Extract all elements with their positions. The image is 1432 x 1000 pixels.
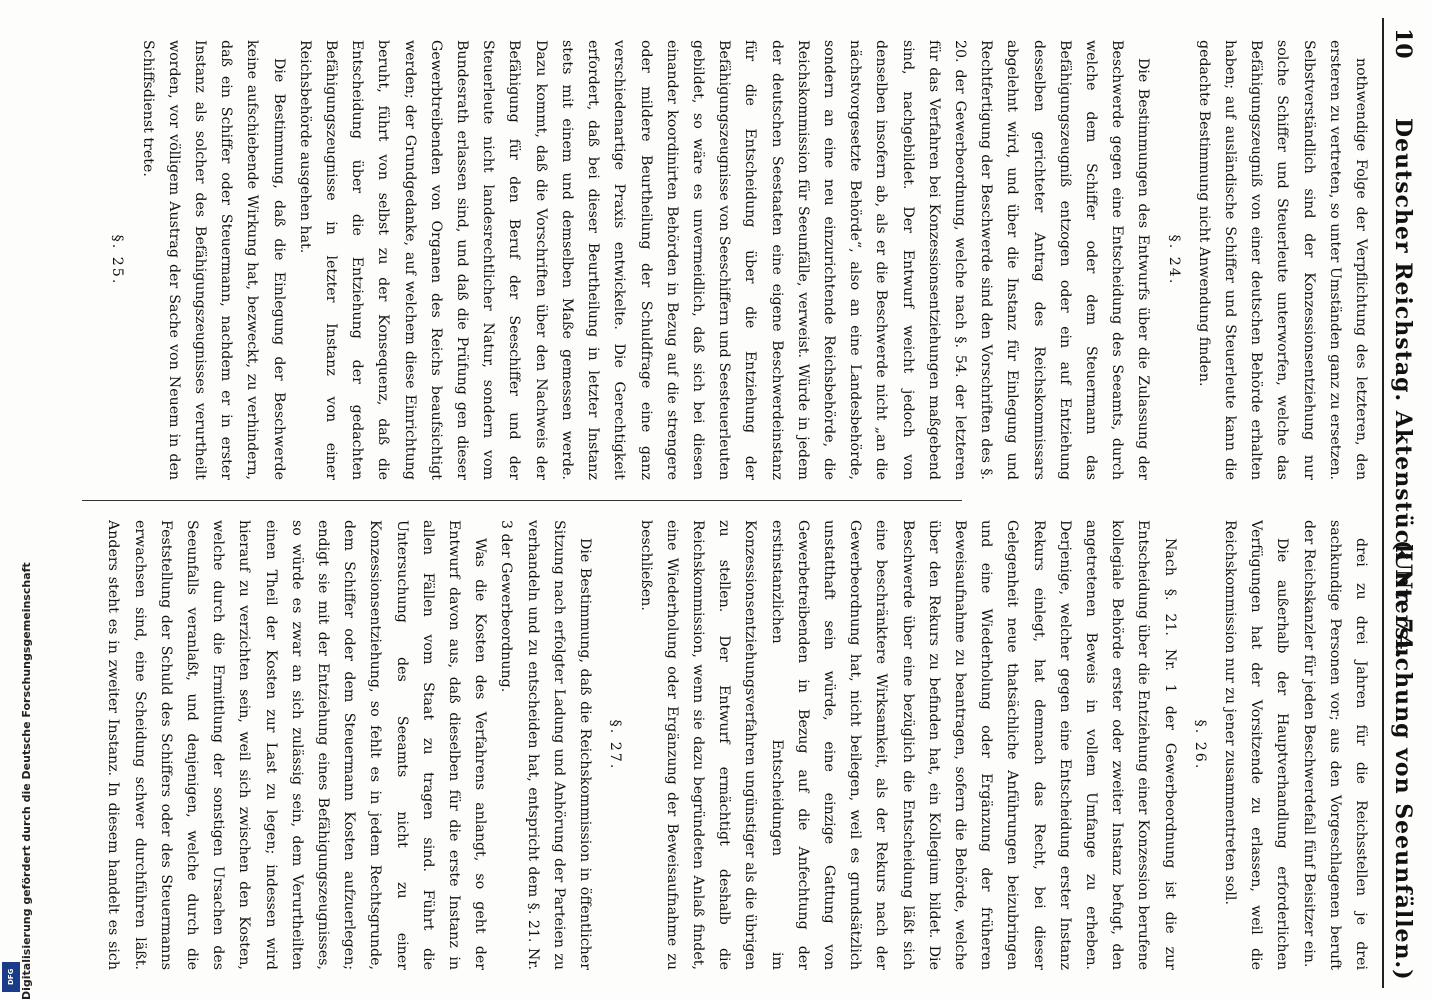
running-title: Deutscher Reichstag. Aktenstück Nr. 74.: [1390, 118, 1416, 660]
paragraph: Was die Kosten des Verfahrens anlangt, so geht der Entwurf davon aus, daß dieselben für die erste Instanz in allen Fällen vom Staat zu tragen sind. Führt die Untersuchung des Seeamts nicht zu einer Konzessionsentziehung, so fehlt es in jedem Rechtsgrunde, dem Schiffer oder dem Steuermann Kosten aufzuerlegen; endigt sie mit der Entziehung eines Befähigungszeugnisses, so würde es zwar an sich zulässig sein, dem Verurtheilten einen Theil der Kosten zur Last zu legen; indessen wird hierauf zu verzichten sein, weil sich zwischen den Kosten, welche durch die Ermittlung der sonstigen Ursachen des Seeunfalls veranlaßt, und denjenigen, welche durch die Feststellung der Schuld des Schiffers oder des Steuermanns erwachsen sind, eine Scheidung schwer durchführen läßt. Anders steht es in zweiter Instanz. In diesem handelt es sich: [105, 520, 489, 970]
paragraph: nothwendige Folge der Verpflichtung des letzteren, den ersteren zu vertreten, so unter Umständen ganz zu ersetzen. Selbstverständlich sind der Konzessionsentziehung nur solche Schiffer und Steuerleute unterworfen, welche das Befähigungszeugniß von einer deutschen Behörde erhalten haben; auf ausländische Schiffer und Steuerleute kann die gedachte Bestimmung nicht Anwendung finden.: [1195, 40, 1369, 480]
paragraph: Die Bestimmung, daß die Einlegung der Beschwerde keine aufschiebende Wirkung hat, bezweckt, zu verhindern, daß ein Schiffer oder Steuermann, nachdem er in erster Instanz als solcher des Befähigungszeugnisses verurtheilt worden, vor völligem Austrag der Sache von Neuem in den Schiffsdienst trete.: [139, 40, 287, 480]
paragraph: drei zu drei Jahren für die Reichsstellen je drei sachkundige Personen vor; aus den Vorgeschlagenen beruft der Reichskanzler für jeden Beschwerdefall fünf Beisitzer ein.: [1300, 520, 1369, 970]
paragraph: Die Bestimmung, daß die Reichskommission in öffentlicher Sitzung nach erfolgter Ladung und Anhörung der Parteien zu verhandeln und zu entscheiden hat, entspricht dem §. 21. Nr. 3 der Gewerbeordnung.: [498, 520, 594, 970]
paragraph: Die außerhalb der Hauptverhandlung erforderlichen Verfügungen hat der Vorsitzende zu erlassen, weil die Reichskommission nur zu jener zusammentreten soll.: [1221, 520, 1291, 970]
section-heading-24: §. 24.: [1165, 234, 1182, 286]
section-title: (Untersuchung von Seeunfällen.): [1390, 540, 1416, 981]
right-column: [104, 520, 1374, 970]
section-heading-26: §. 26.: [1191, 719, 1208, 771]
digitization-credit: Digitalisierung gefördert durch die Deutsche Forschungsgemeinschaft: [20, 562, 33, 1000]
paragraph: Nach §. 21. Nr. 1 der Gewerbeordnung ist die zur Entscheidung über die Entziehung einer Konzession berufene kollegiale Behörde erster oder zweiter Instanz befugt, den angetretenen Beweis in vollem Umfange zu erheben. Derjenige, welcher gegen eine Entscheidung erster Instanz Rekurs einlegt, hat demnach das Recht, bei dieser Gelegenheit neue thatsächliche Anführungen beizubringen und eine Wiederholung oder Ergänzung der früheren Beweisaufnahme zu beantragen, sofern die Behörde, welche über den Rekurs zu befinden hat, ein Kollegium bildet. Die Beschwerde über eine bezüglich die Entscheidung läßt sich eine beschränktere Wirksamkeit, als der Rekurs nach der Gewerbeordnung hat, nicht beilegen, weil es grundsätzlich unstatthaft sein würde, eine einzige Gattung von Gewerbetreibenden in Bezug auf die Anfechtung der erstinstanzlichen Entscheidungen im Konzessionsentziehungsverfahren ungünstiger als die übrigen zu stellen. Der Entwurf ermächtigt deshalb die Reichskommission, wenn sie dazu begründeten Anlaß findet, eine Wiederholung oder Ergänzung der Beweisaufnahme zu beschließen.: [637, 520, 1178, 970]
paragraph: Die Bestimmungen des Entwurfs über die Zulassung der Beschwerde gegen eine Entscheidung des Seeamts, durch welche dem Schiffer oder dem Steuermann das Befähigungszeugniß entzogen oder ein auf Entziehung desselben gerichteter Antrag des Reichskommissars abgelehnt wird, und über die Instanz für Einlegung und Rechtfertigung der Beschwerde sind den Vorschriften des §. 20. der Gewerbeordnung, welche nach §. 54. der letzteren für das Verfahren bei Konzessionsentziehungen maßgebend sind, nachgebildet. Der Entwurf weicht jedoch von denselben insofern ab, als er die Beschwerde nicht „an die nächstvorgesetzte Behörde“, also an eine Landesbehörde, sondern an eine neu einzurichtende Reichsbehörde, die Reichskommission für Seeunfälle, verweist. Würde in jedem der deutschen Seestaaten eine eigene Beschwerdeinstanz für die Entscheidung über die Entziehung der Befähigungszeugnisse von Seeschiffern und Seesteuerleuten gebildet, so wäre es unvermeidlich, daß sich bei diesen einander koordinirten Behörden in Bezug auf die strengere oder mildere Beurtheilung der Schuldfrage eine ganz verschiedenartige Praxis entwickelte. Die Gerechtigkeit erfordert, daß bei dieser Beurtheilung in letzter Instanz stets mit einem und demselben Maße gemessen werde. Dazu kommt, daß die Vorschriften über den Nachweis der Befähigung für den Beruf der Seeschiffer und der Steuerleute nicht landesrechtlicher Natur, sondern vom Bundesrath erlassen sind, und daß die Prüfung gen dieser Gewerbtreibenden von Organen des Reichs beaufsichtigt werden; der Grundgedanke, auf welchem diese Einrichtung beruht, führt von selbst zu der Konsequenz, daß die Entscheidung über die Entziehung der gedachten Befähigungszeugnisse in letzter Instanz von einer Reichsbehörde ausgehen hat.: [296, 40, 1152, 480]
section-heading-27: §. 27.: [607, 719, 624, 771]
section-heading-25: §. 25.: [109, 234, 126, 286]
left-column: [104, 40, 1374, 480]
dfg-logo-label: DFG: [7, 968, 15, 986]
column-divider: [82, 500, 962, 501]
digitization-footer: [0, 0, 33, 1000]
dfg-logo: [2, 962, 20, 992]
document-page: [72, 0, 1432, 1000]
page-number: 10: [1390, 28, 1416, 59]
header-rule: [1382, 18, 1384, 988]
